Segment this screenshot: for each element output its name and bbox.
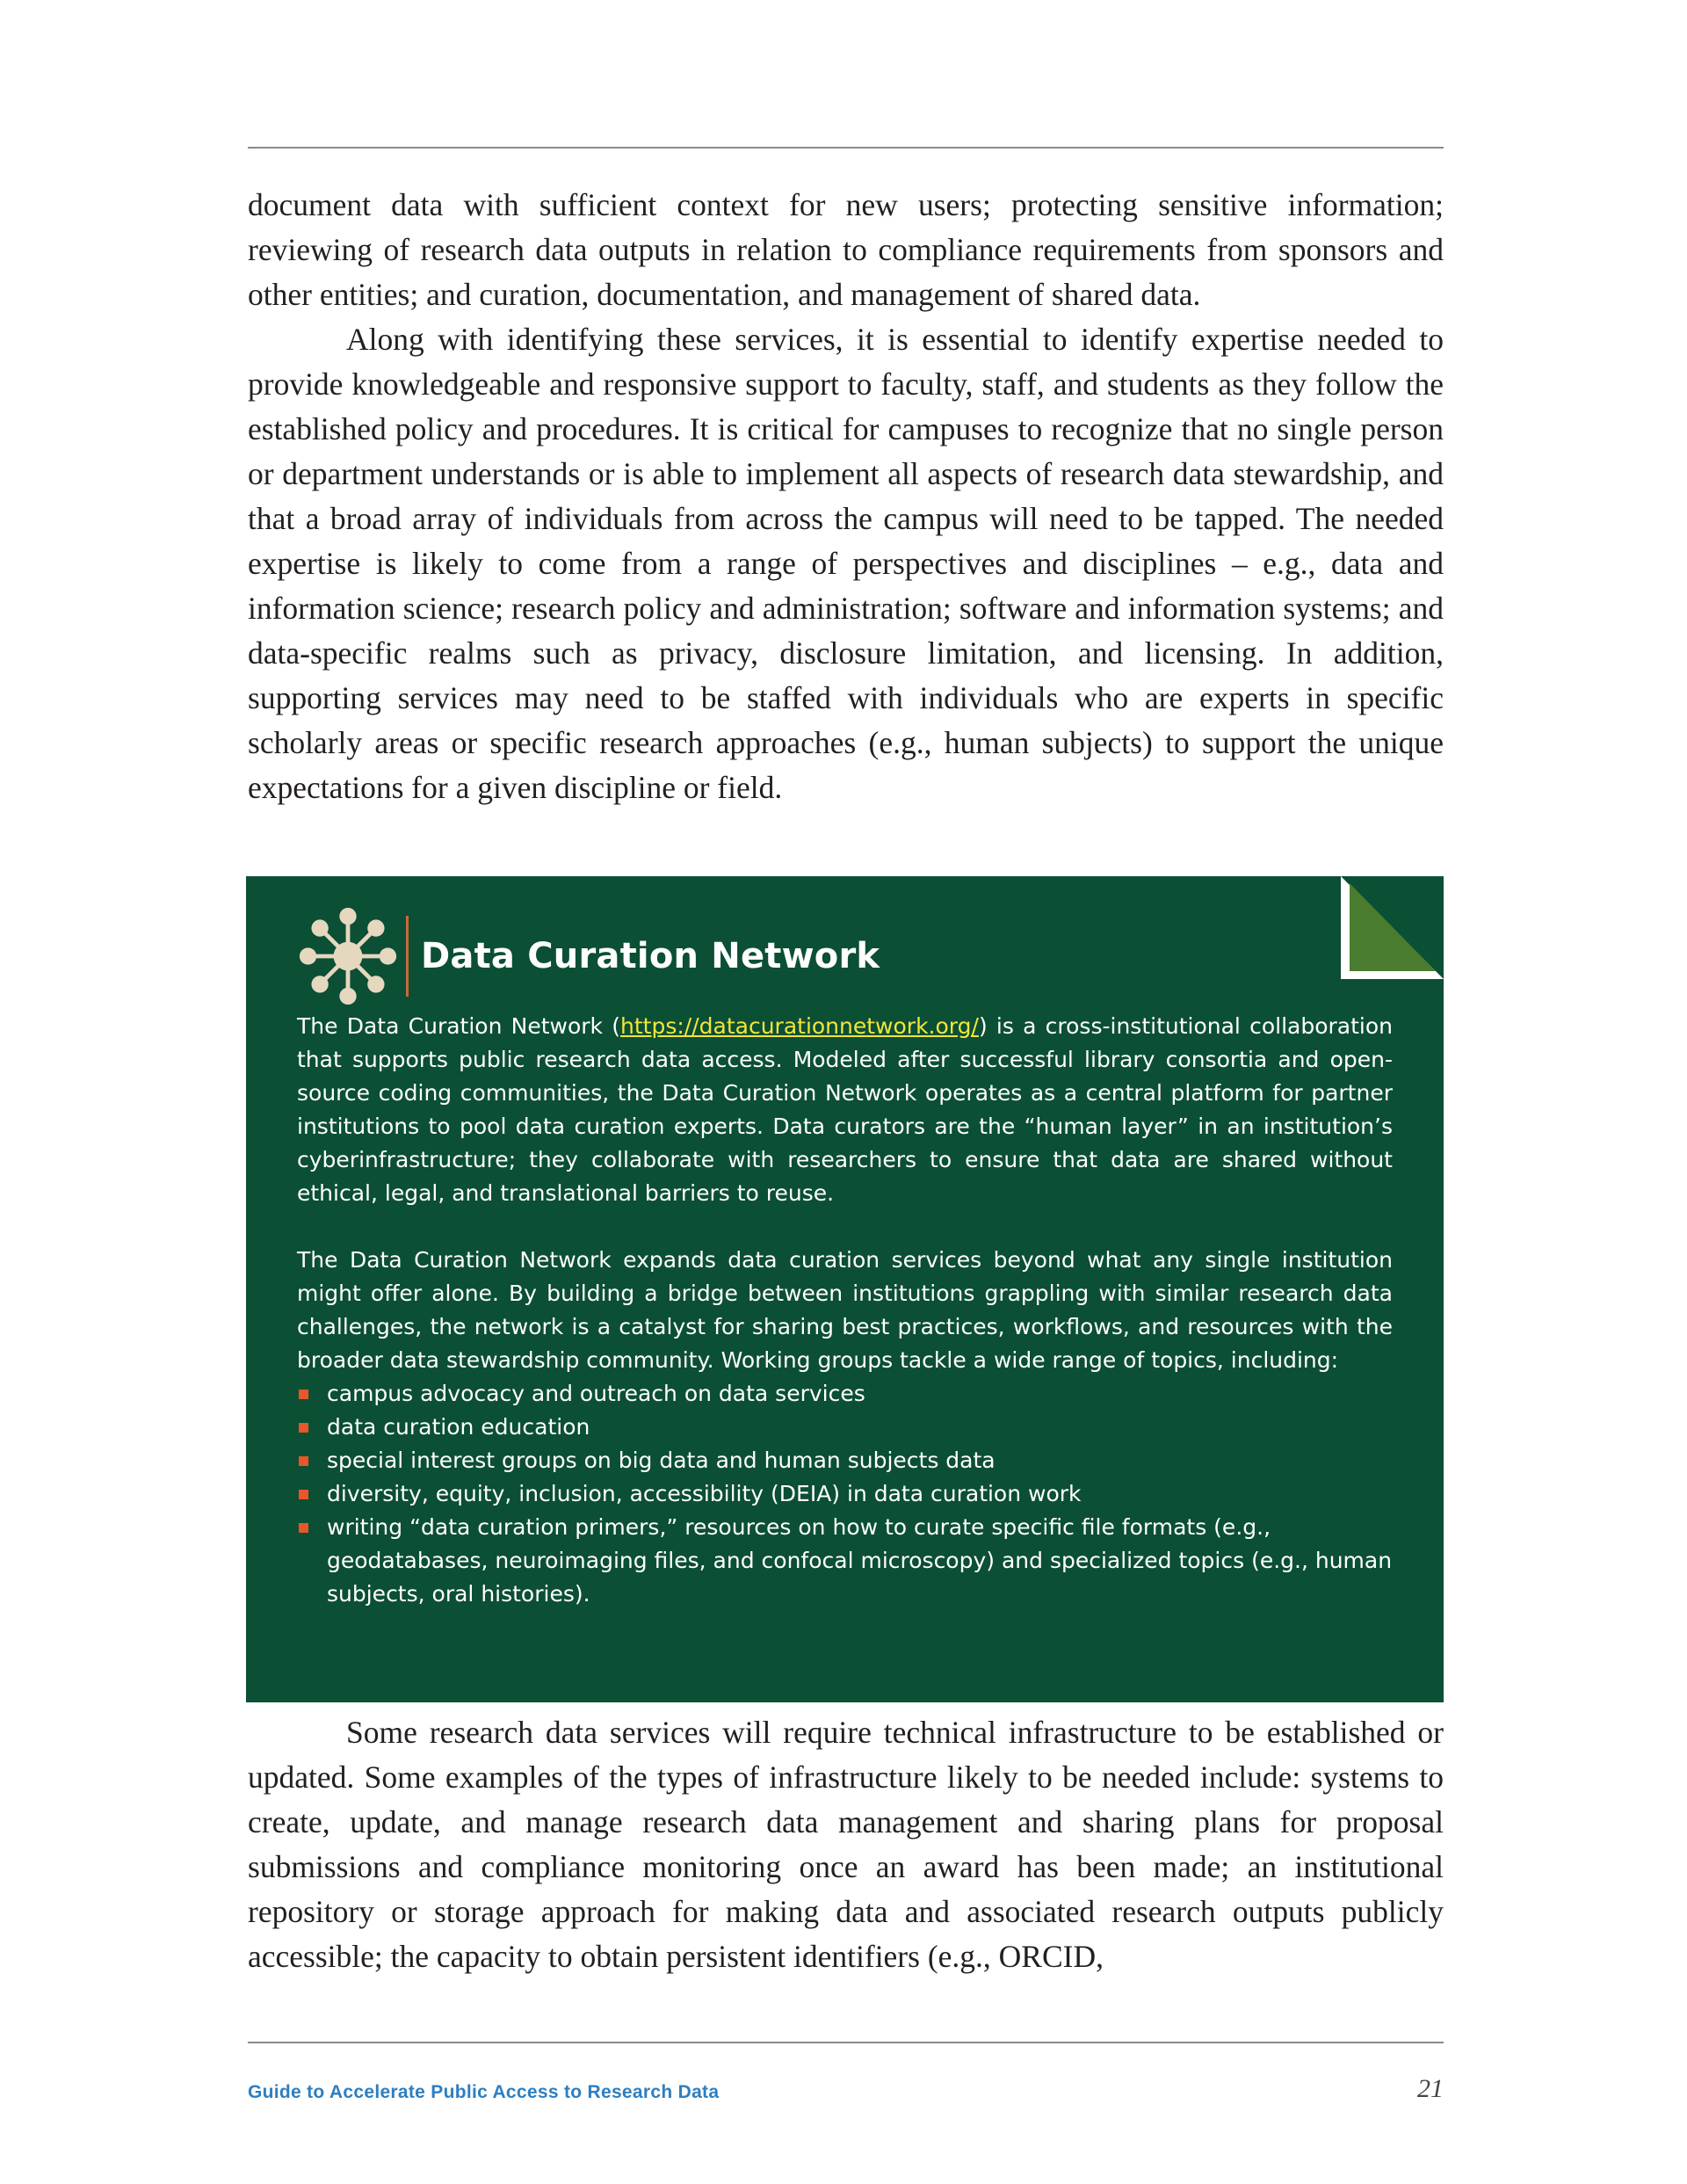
list-item-text: writing “data curation primers,” resources on how to curate specific file formats (e.g., geodatabases, neuroimaging files, and confocal microscopy) and specialized topics (e.g., human subjects, oral histories). <box>327 1514 1393 1607</box>
paragraph-infrastructure: Some research data services will require technical infrastructure to be established or updated. Some examples of the types of infrastructure likely to be needed include: systems to create, update, and manage research data management and sharing plans for proposal submissions and compliance monitoring once an award has been made; an institutional repository or storage approach for making data and associated research outputs publicly accessible; the capacity to obtain persistent identifiers (e.g., ORCID, <box>248 1715 1444 1974</box>
network-node-icon <box>297 905 399 1007</box>
callout-header <box>297 908 880 1005</box>
footer-document-title: Guide to Accelerate Public Access to Research Data <box>248 2082 720 2102</box>
top-rule <box>248 147 1444 149</box>
body-text-bottom <box>248 1710 1444 1979</box>
bullet-square-icon <box>299 1523 308 1533</box>
bottom-rule <box>248 2042 1444 2043</box>
callout-body <box>297 1010 1393 1611</box>
list-item-text: diversity, equity, inclusion, accessibility (DEIA) in data curation work <box>327 1481 1082 1506</box>
list-item <box>297 1377 1393 1411</box>
header-divider <box>406 916 409 997</box>
callout-p1-intro: The Data Curation Network ( <box>297 1013 621 1039</box>
list-item <box>297 1511 1393 1611</box>
list-item-text: campus advocacy and outreach on data services <box>327 1381 865 1406</box>
bullet-square-icon <box>299 1456 308 1466</box>
dcn-website-link[interactable]: https://datacurationnetwork.org/ <box>620 1013 979 1039</box>
page-corner-fold-icon <box>1341 876 1444 979</box>
paragraph-expertise: Along with identifying these services, it is essential to identify expertise needed to provide knowledgeable and responsive support to faculty, staff, and students as they follow the established policy and procedures. It is critical for campuses to recognize that no single person or department understands or is able to implement all aspects of research data stewardship, and that a broad array of individuals from across the campus will need to be tapped. The needed expertise is likely to come from a range of perspectives and disciplines – e.g., data and information science; research policy and administration; software and information systems; and data-specific realms such as privacy, disclosure limitation, and licensing. In addition, supporting services may need to be staffed with individuals who are experts in specific scholarly areas or specific research approaches (e.g., human subjects) to support the unique expectations for a given discipline or field. <box>248 322 1444 805</box>
page-number: 21 <box>1417 2074 1444 2103</box>
bullet-square-icon <box>299 1490 308 1499</box>
list-item-text: special interest groups on big data and human subjects data <box>327 1448 996 1473</box>
bullet-square-icon <box>299 1423 308 1433</box>
body-text-top <box>248 183 1444 810</box>
working-groups-list <box>297 1377 1393 1611</box>
bullet-square-icon <box>299 1389 308 1399</box>
data-curation-network-callout <box>246 876 1444 1702</box>
list-item <box>297 1477 1393 1511</box>
list-item-text: data curation education <box>327 1414 590 1440</box>
callout-paragraph-1 <box>297 1010 1393 1210</box>
paragraph-continuation: document data with sufficient context for new users; protecting sensitive information; reviewing of research data outputs in relation to compliance requirements from sponsors and other entities; and curation, documentation, and management of shared data. <box>248 187 1444 312</box>
list-item <box>297 1411 1393 1444</box>
list-item <box>297 1444 1393 1477</box>
callout-title: Data Curation Network <box>421 936 880 976</box>
callout-paragraph-2: The Data Curation Network expands data curation services beyond what any single institution might offer alone. By building a bridge between institutions grappling with similar research data challenges, the network is a catalyst for sharing best practices, workflows, and resources with the broader data stewardship community. Working groups tackle a wide range of topics, including: <box>297 1247 1393 1373</box>
callout-p1-rest: ) is a cross-institutional collaboration that supports public research data access. Modeled after successful library consortia and open-source coding communities, the Data Curation Network operates as a central platform for partner institutions to pool data curation experts. Data curators are the “human layer” in an institution’s cyberinfrastructure; they collaborate with researchers to ensure that data are shared without ethical, legal, and translational barriers to reuse. <box>297 1013 1393 1206</box>
